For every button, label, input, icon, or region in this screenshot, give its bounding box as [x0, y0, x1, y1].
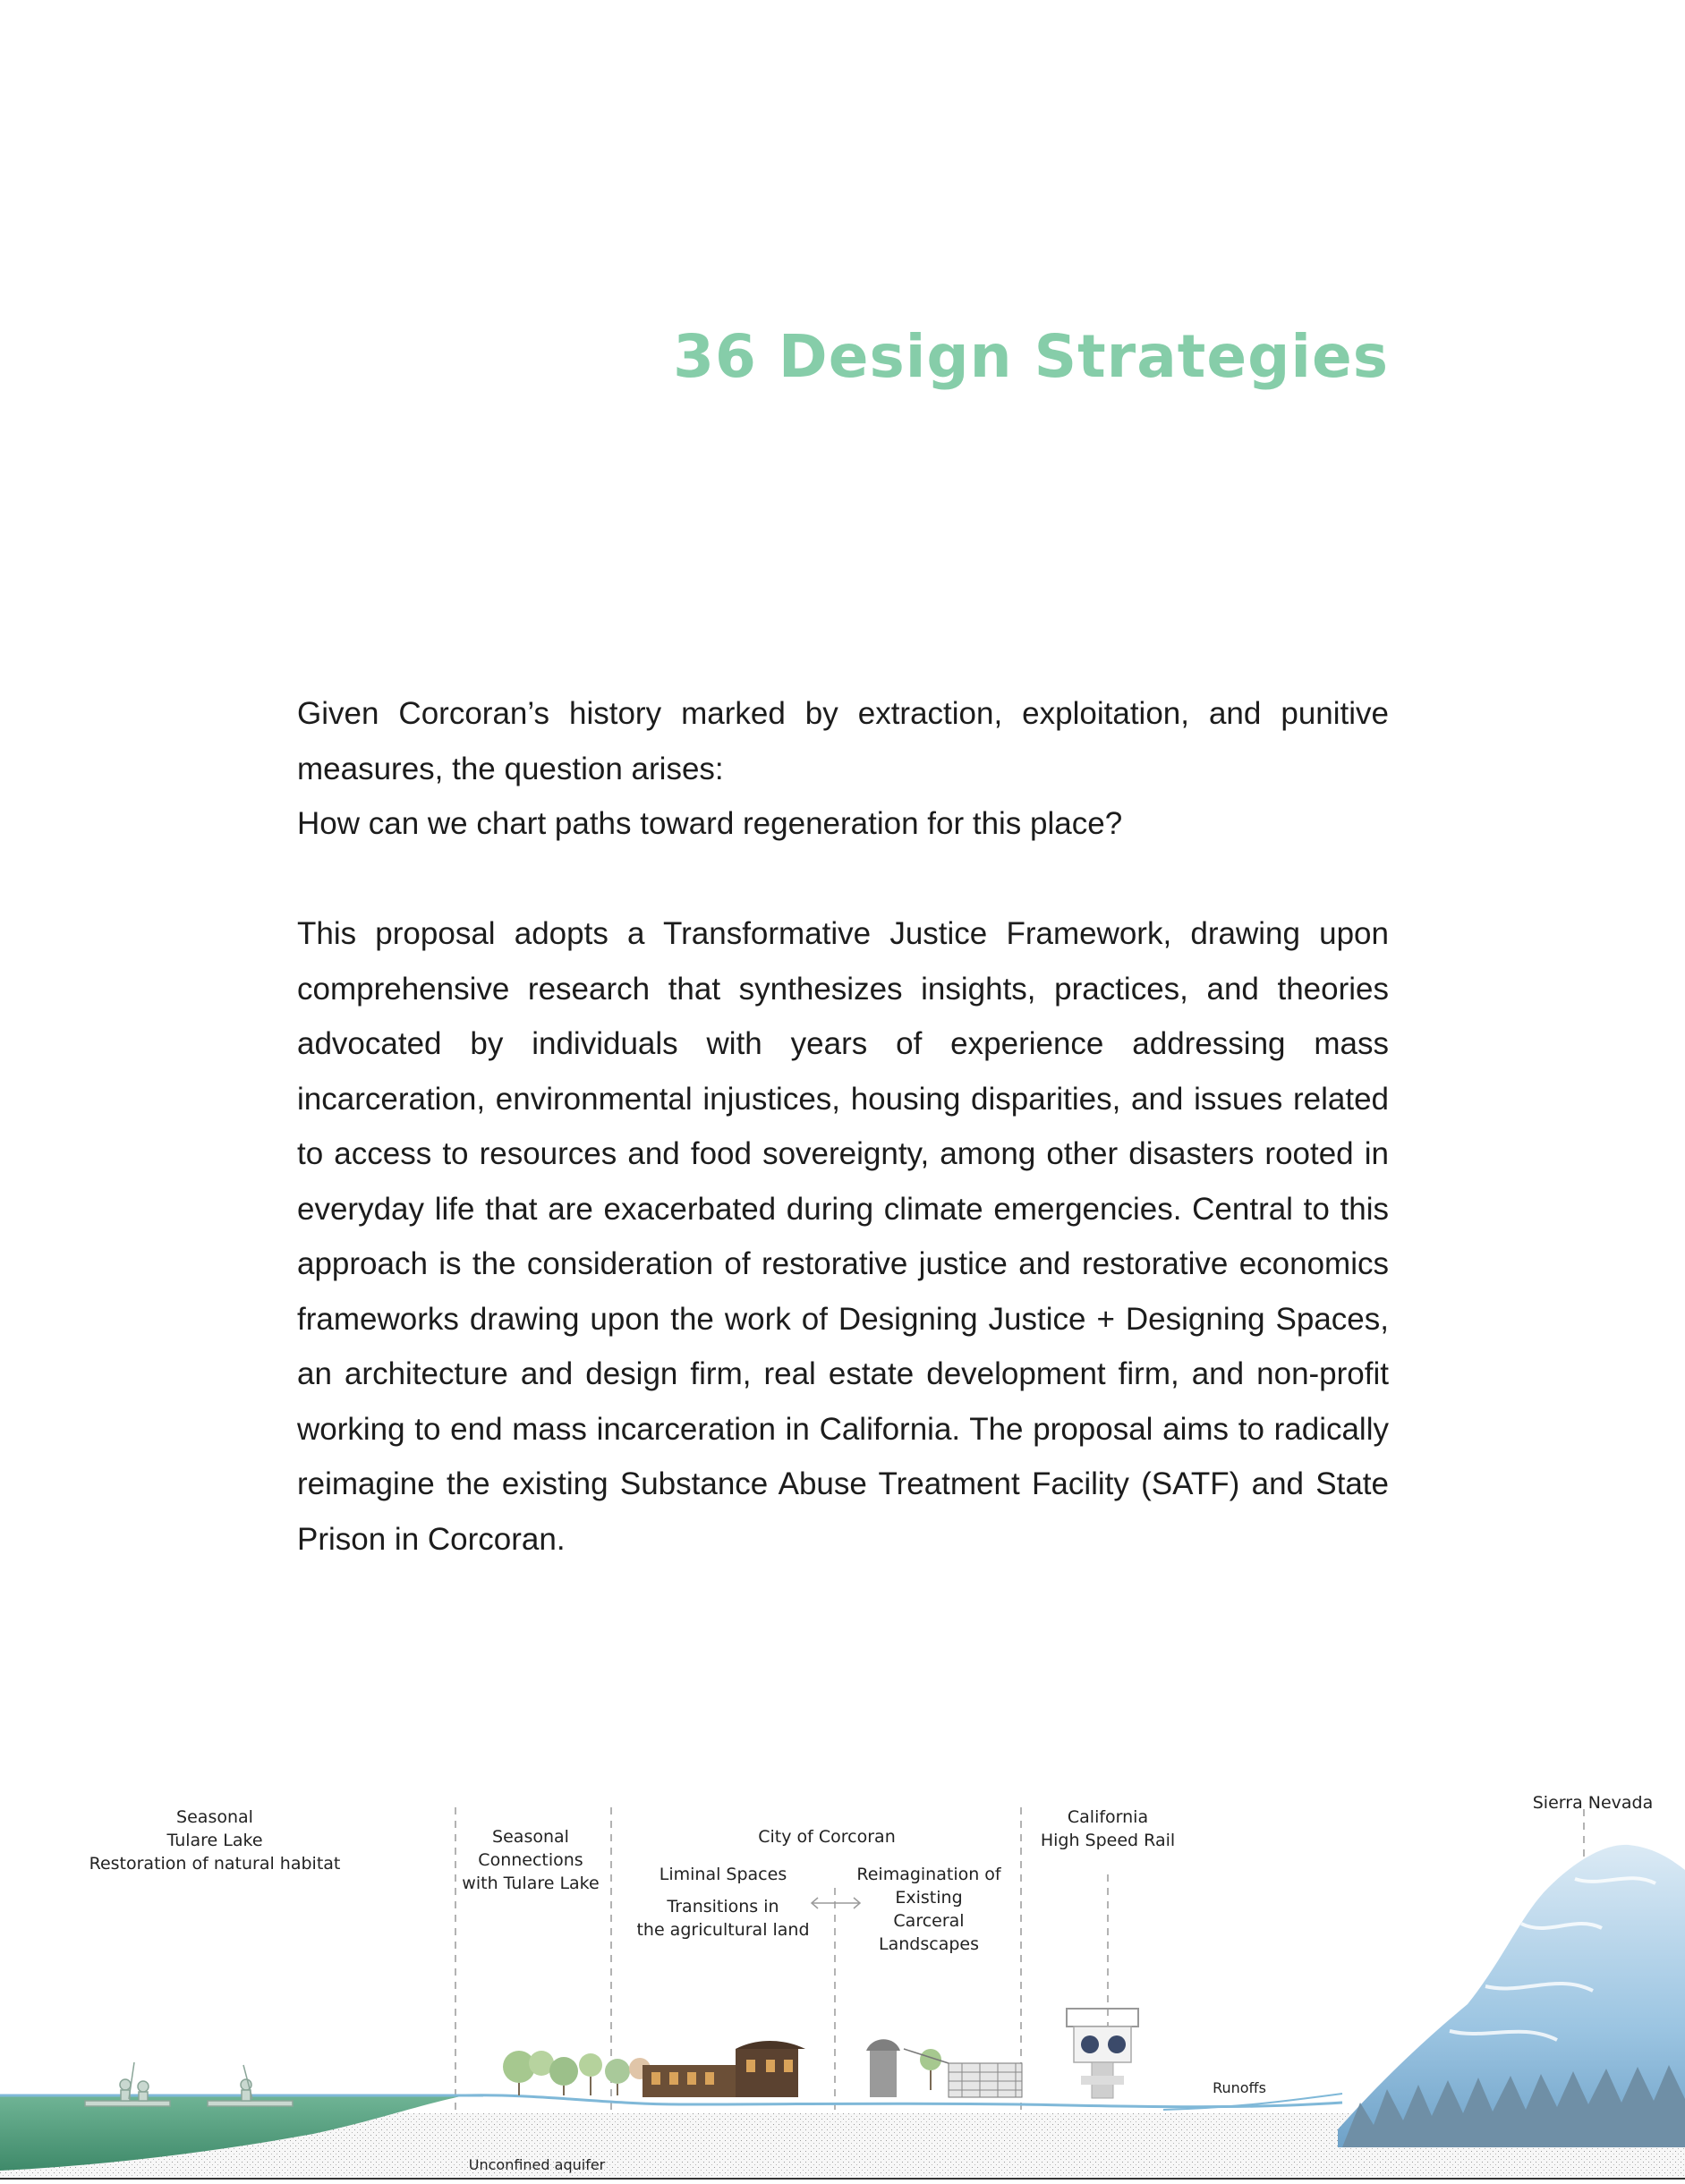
label-reimagination-4: Landscapes [879, 1934, 979, 1954]
label-reimagination-1: Reimagination of [856, 1865, 1001, 1884]
intro-question: How can we chart paths toward regeneration for this place? [297, 806, 1123, 841]
label-sierra-nevada: Sierra Nevada [1532, 1793, 1654, 1813]
label-restoration: Restoration of natural habitat [89, 1854, 341, 1874]
label-city-of-corcoran: City of Corcoran [758, 1827, 896, 1847]
label-liminal-spaces: Liminal Spaces [659, 1865, 787, 1884]
body-text [297, 686, 1389, 1567]
intro-paragraph: Given Corcoran’s history marked by extraction, exploitation, and punitive measures, the question arises: [297, 696, 1389, 786]
main-paragraph: This proposal adopts a Transformative Justice Framework, drawing upon comprehensive research that synthesizes insights, practices, and theories advocated by individuals with years of experience addressing mass incarceration, environmental injustices, housing disparities, and issues related to access to resources and food sovereignty, among other disasters rooted in everyday life that are exacerbated during climate emergencies. Central to this approach is the consideration of restorative justice and restorative economics frameworks drawing upon the work of Designing Justice + Designing Spaces, an architecture and design firm, real estate development firm, and non-profit working to end mass incarceration in California. The proposal aims to radically reimagine the existing Substance Abuse Treatment Facility (SATF) and State Prison in Corcoran. [297, 916, 1389, 1557]
label-with-tulare-lake: with Tulare Lake [462, 1874, 600, 1893]
label-tulare-lake: Tulare Lake [166, 1831, 263, 1850]
label-high-speed-rail: High Speed Rail [1040, 1831, 1176, 1850]
label-reimagination-2: Existing [895, 1888, 963, 1908]
label-connections-seasonal: Seasonal [492, 1827, 569, 1847]
label-transitions-2: the agricultural land [636, 1920, 810, 1940]
paragraph-gap [297, 852, 1389, 907]
water-line [465, 2095, 1342, 2107]
label-transitions-1: Transitions in [667, 1897, 779, 1916]
sierra-nevada-mountain [1338, 1845, 1685, 2147]
double-arrow-icon [812, 1898, 860, 1908]
label-runoffs: Runoffs [1213, 2079, 1266, 2096]
prison-structures [866, 2039, 1022, 2097]
page-title: 36 Design Strategies [673, 322, 1389, 391]
label-reimagination-3: Carceral [893, 1911, 965, 1931]
label-connections: Connections [478, 1850, 583, 1870]
community-buildings [643, 2041, 805, 2097]
section-diagram [0, 1780, 1685, 2180]
high-speed-rail [1067, 2009, 1138, 2098]
label-tulare-seasonal: Seasonal [176, 1807, 253, 1827]
label-unconfined-aquifer: Unconfined aquifer [468, 2156, 606, 2173]
label-california: California [1067, 1807, 1149, 1827]
